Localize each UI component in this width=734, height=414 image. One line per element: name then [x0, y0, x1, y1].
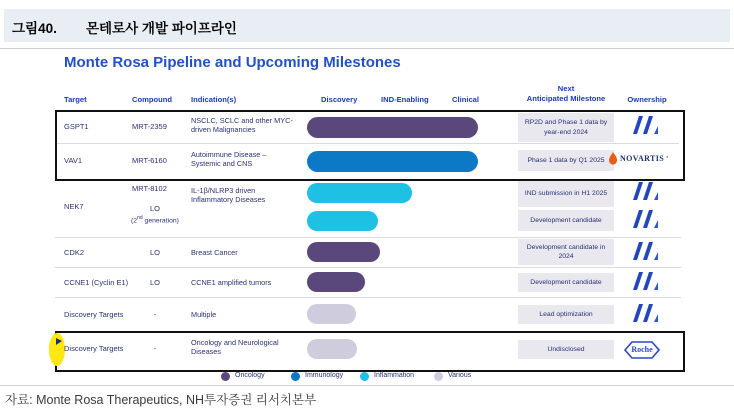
- pipeline-bar-discovery-roche: [307, 339, 357, 359]
- novartis-logo: [608, 152, 668, 165]
- target-ccne1: CCNE1 (Cyclin E1): [64, 278, 129, 287]
- figure-title: 몬테로사 개발 파이프라인: [86, 21, 237, 36]
- legend-dot-oncology: [221, 372, 230, 381]
- compound-lo-2nd-gen-line2: [120, 215, 190, 224]
- pipeline-bar-nek7-lo: [307, 211, 378, 231]
- roche-wordmark: Roche: [631, 344, 653, 354]
- divider: [0, 385, 734, 386]
- pipeline-bar-gspt1: [307, 117, 478, 138]
- indication-gspt1: NSCLC, SCLC and other MYC-driven Malignancies: [191, 116, 293, 135]
- milestone-ccne1: Development candidate: [518, 273, 614, 292]
- pipeline-bar-vav1: [307, 151, 478, 172]
- compound-mrt-8102: MRT-8102: [132, 184, 167, 193]
- milestone-mrt-8102: IND submission in H1 2025: [518, 181, 614, 207]
- indication-vav1: Autoimmune Disease – Systemic and CNS: [191, 150, 267, 169]
- col-header-compound: Compound: [132, 95, 173, 104]
- indication-discovery-roche: Oncology and Neurological Diseases: [191, 338, 279, 357]
- divider: [0, 48, 734, 49]
- indication-discovery-multiple: Multiple: [191, 310, 217, 319]
- novartis-wordmark: NOVARTIS: [620, 154, 665, 163]
- legend-label-oncology: Oncology: [235, 372, 265, 379]
- row-divider: [55, 237, 681, 238]
- col-header-clinical: Clinical: [452, 95, 480, 104]
- milestone-discovery-roche: Undisclosed: [518, 340, 614, 359]
- row-divider: [55, 267, 681, 268]
- target-cdk2: CDK2: [64, 248, 85, 257]
- chart-title: Monte Rosa Pipeline and Upcoming Milestones: [64, 54, 401, 71]
- monte-rosa-logo: [631, 241, 659, 261]
- compound-mrt-2359: MRT-2359: [132, 122, 167, 131]
- pipeline-bar-mrt-8102: [307, 183, 412, 203]
- compound-lo-2nd-gen-line1: LO: [149, 204, 160, 213]
- pipeline-bar-discovery-multiple: [307, 304, 356, 324]
- indication-nek7: IL-1β/NLRP3 driven Inflammatory Diseases: [191, 186, 266, 205]
- gen-sup: nd: [137, 215, 143, 221]
- monte-rosa-logo: [631, 209, 659, 229]
- col-header-next-milestone: [511, 84, 621, 105]
- milestone-cdk2: Development candidate in 2024: [518, 239, 614, 265]
- col-header-next-line1: Next: [557, 84, 575, 93]
- compound-discovery-multiple: -: [153, 310, 157, 319]
- col-header-indication: Indication(s): [191, 95, 237, 104]
- col-header-ownership: Ownership: [627, 95, 667, 104]
- milestone-vav1: Phase 1 data by Q1 2025: [518, 150, 614, 171]
- milestone-discovery-multiple: Lead optimization: [518, 305, 614, 324]
- monte-rosa-logo: [631, 271, 659, 291]
- figure-caption-bar: [4, 9, 730, 42]
- target-nek7: NEK7: [64, 202, 84, 211]
- compound-cdk2-lo: LO: [149, 248, 160, 257]
- source-note: 자료: Monte Rosa Therapeutics, NH투자증권 리서치본부: [5, 393, 317, 407]
- monte-rosa-logo: [631, 303, 659, 323]
- target-gspt1: GSPT1: [64, 122, 89, 131]
- col-header-target: Target: [64, 95, 87, 104]
- row-divider: [55, 297, 681, 298]
- legend-label-inflammation: Inflammation: [374, 372, 415, 379]
- figure-number: 그림40.: [12, 21, 57, 36]
- gen-open: (2: [131, 217, 138, 225]
- legend-label-various: Various: [448, 372, 472, 379]
- row-divider: [57, 143, 679, 144]
- col-header-ind-enabling: IND-Enabling: [381, 95, 429, 104]
- milestone-nek7-lo: Development candidate: [518, 210, 614, 231]
- gen-close: generation): [142, 217, 179, 225]
- indication-ccne1: CCNE1 amplified tumors: [191, 278, 272, 287]
- legend-dot-immunology: [291, 372, 300, 381]
- compound-discovery-roche: -: [153, 344, 157, 353]
- indication-cdk2: Breast Cancer: [191, 248, 238, 257]
- roche-logo: [624, 340, 660, 360]
- legend-label-immunology: Immunology: [305, 372, 344, 379]
- legend-dot-various: [434, 372, 443, 381]
- compound-ccne1-lo: LO: [149, 278, 160, 287]
- target-discovery-roche: Discovery Targets: [64, 344, 124, 353]
- monte-rosa-logo: [631, 181, 659, 201]
- col-header-discovery: Discovery: [321, 95, 358, 104]
- col-header-next-line2: Anticipated Milestone: [526, 94, 606, 104]
- compound-mrt-6160: MRT-6160: [132, 156, 167, 165]
- milestone-gspt1: RP2D and Phase 1 data by year-end 2024: [518, 113, 614, 142]
- legend-dot-inflammation: [360, 372, 369, 381]
- target-vav1: VAV1: [64, 156, 83, 165]
- novartis-flame-icon: [608, 152, 618, 165]
- novartis-mark: *: [666, 155, 669, 162]
- cursor-arrow-icon: [56, 338, 62, 345]
- monte-rosa-logo: [631, 115, 659, 135]
- target-discovery-multiple: Discovery Targets: [64, 310, 124, 319]
- pipeline-bar-ccne1: [307, 272, 365, 292]
- pipeline-bar-cdk2: [307, 242, 380, 262]
